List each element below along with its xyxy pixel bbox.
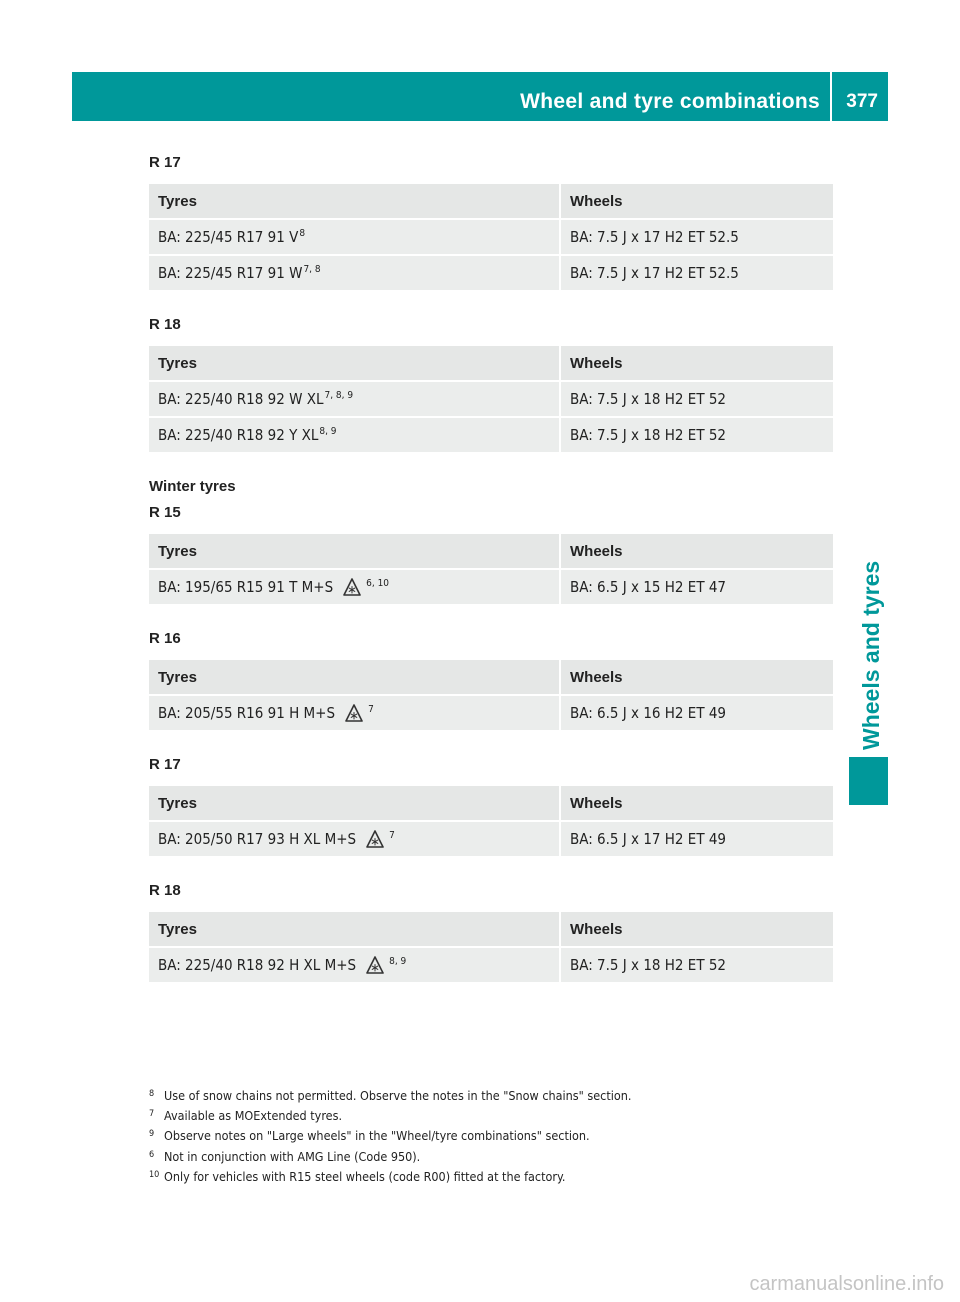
footnote-mark: 8 — [149, 1089, 155, 1099]
tyre-wheel-table — [149, 786, 833, 858]
table-row — [149, 256, 833, 292]
table-header-row — [149, 912, 833, 948]
footnote — [149, 1124, 839, 1144]
page-number: 377 — [846, 91, 878, 112]
footnote-ref: 7, 8, 9 — [324, 390, 354, 401]
section-heading: R 18 — [149, 316, 181, 333]
footnote-ref: 8, 9 — [319, 426, 337, 437]
tyre-size: BA: 225/45 R17 91 W — [158, 264, 303, 282]
snowflake-mountain-icon — [366, 830, 384, 848]
tyre-size: BA: 195/65 R15 91 T M+S — [158, 578, 334, 596]
footnote-text: Available as MOExtended tyres. — [164, 1108, 343, 1124]
side-tab-block — [849, 757, 888, 805]
wheel-cell: BA: 6.5 J x 17 H2 ET 49 — [561, 822, 833, 858]
footnote-ref: 7 — [368, 704, 374, 715]
tyre-wheel-table — [149, 534, 833, 606]
tyre-size: BA: 225/45 R17 91 V — [158, 228, 299, 246]
footnote — [149, 1145, 839, 1165]
table-header-row — [149, 786, 833, 822]
page-header-bar — [72, 72, 888, 121]
col-header-tyres: Tyres — [149, 184, 561, 220]
col-header-tyres: Tyres — [149, 534, 561, 570]
footnotes — [149, 1084, 839, 1185]
tyre-size: BA: 225/40 R18 92 W XL — [158, 390, 324, 408]
footnote-text: Not in conjunction with AMG Line (Code 950). — [164, 1148, 421, 1164]
wheel-cell: BA: 7.5 J x 18 H2 ET 52 — [561, 382, 833, 418]
table-header-row — [149, 534, 833, 570]
table-row — [149, 822, 833, 858]
tyre-cell — [149, 696, 561, 732]
wheel-cell: BA: 7.5 J x 18 H2 ET 52 — [561, 948, 833, 984]
tyre-wheel-table — [149, 912, 833, 984]
table-row — [149, 948, 833, 984]
wheel-cell: BA: 7.5 J x 17 H2 ET 52.5 — [561, 256, 833, 292]
footnote — [149, 1084, 839, 1104]
col-header-tyres: Tyres — [149, 660, 561, 696]
wheel-cell: BA: 6.5 J x 15 H2 ET 47 — [561, 570, 833, 606]
tyre-wheel-table — [149, 184, 833, 292]
table-row — [149, 418, 833, 454]
section-heading: R 16 — [149, 630, 181, 647]
footnote-text: Observe notes on "Large wheels" in the "Wheel/tyre combinations" section. — [164, 1128, 590, 1144]
tyre-cell — [149, 418, 561, 454]
tyre-cell — [149, 822, 561, 858]
table-row — [149, 570, 833, 606]
tyre-size: BA: 205/55 R16 91 H M+S — [158, 704, 336, 722]
col-header-wheels: Wheels — [561, 660, 833, 696]
table-row — [149, 382, 833, 418]
tyre-wheel-table — [149, 660, 833, 732]
tyre-cell — [149, 220, 561, 256]
group-heading: Winter tyres — [149, 478, 236, 495]
footnote-ref: 8 — [299, 228, 306, 239]
section-heading: R 18 — [149, 882, 181, 899]
tyre-size: BA: 205/50 R17 93 H XL M+S — [158, 830, 357, 848]
tyre-cell — [149, 256, 561, 292]
tyre-cell — [149, 570, 561, 606]
footnote — [149, 1104, 839, 1124]
tyre-cell — [149, 948, 561, 984]
header-divider — [830, 72, 832, 121]
wheel-cell: BA: 6.5 J x 16 H2 ET 49 — [561, 696, 833, 732]
footnote-mark: 9 — [149, 1129, 155, 1140]
tyre-wheel-table — [149, 346, 833, 454]
col-header-wheels: Wheels — [561, 912, 833, 948]
table-header-row — [149, 346, 833, 382]
snowflake-mountain-icon — [366, 956, 384, 974]
col-header-wheels: Wheels — [561, 534, 833, 570]
main-content — [149, 150, 833, 1004]
section-heading: R 17 — [149, 756, 181, 773]
watermark: carmanualsonline.info — [749, 1273, 944, 1295]
footnote-mark: 6 — [149, 1149, 155, 1160]
tyre-size: BA: 225/40 R18 92 Y XL — [158, 426, 319, 444]
footnote-text: Only for vehicles with R15 steel wheels (code R00) fitted at the factory. — [164, 1168, 566, 1184]
footnote-mark: 10 — [149, 1169, 160, 1180]
chapter-title: Wheel and tyre combinations — [520, 90, 820, 113]
table-header-row — [149, 660, 833, 696]
footnote-text: Use of snow chains not permitted. Observe the notes in the "Snow chains" section. — [164, 1088, 632, 1103]
footnote-ref: 7, 8 — [303, 264, 321, 275]
snowflake-mountain-icon — [343, 578, 361, 596]
section-heading: R 15 — [149, 504, 181, 521]
col-header-wheels: Wheels — [561, 346, 833, 382]
col-header-wheels: Wheels — [561, 184, 833, 220]
table-row — [149, 220, 833, 256]
col-header-tyres: Tyres — [149, 346, 561, 382]
tyre-size: BA: 225/40 R18 92 H XL M+S — [158, 956, 357, 974]
tyre-cell — [149, 382, 561, 418]
wheel-cell: BA: 7.5 J x 17 H2 ET 52.5 — [561, 220, 833, 256]
table-header-row — [149, 184, 833, 220]
col-header-tyres: Tyres — [149, 912, 561, 948]
side-tab-label: Wheels and tyres — [858, 560, 884, 750]
footnote — [149, 1165, 839, 1185]
footnote-ref: 6, 10 — [366, 578, 390, 589]
table-row — [149, 696, 833, 732]
wheel-cell: BA: 7.5 J x 18 H2 ET 52 — [561, 418, 833, 454]
col-header-tyres: Tyres — [149, 786, 561, 822]
snowflake-mountain-icon — [345, 704, 363, 722]
footnote-ref: 8, 9 — [389, 956, 407, 967]
col-header-wheels: Wheels — [561, 786, 833, 822]
section-heading: R 17 — [149, 154, 181, 171]
footnote-ref: 7 — [389, 830, 395, 841]
footnote-mark: 7 — [149, 1109, 155, 1120]
